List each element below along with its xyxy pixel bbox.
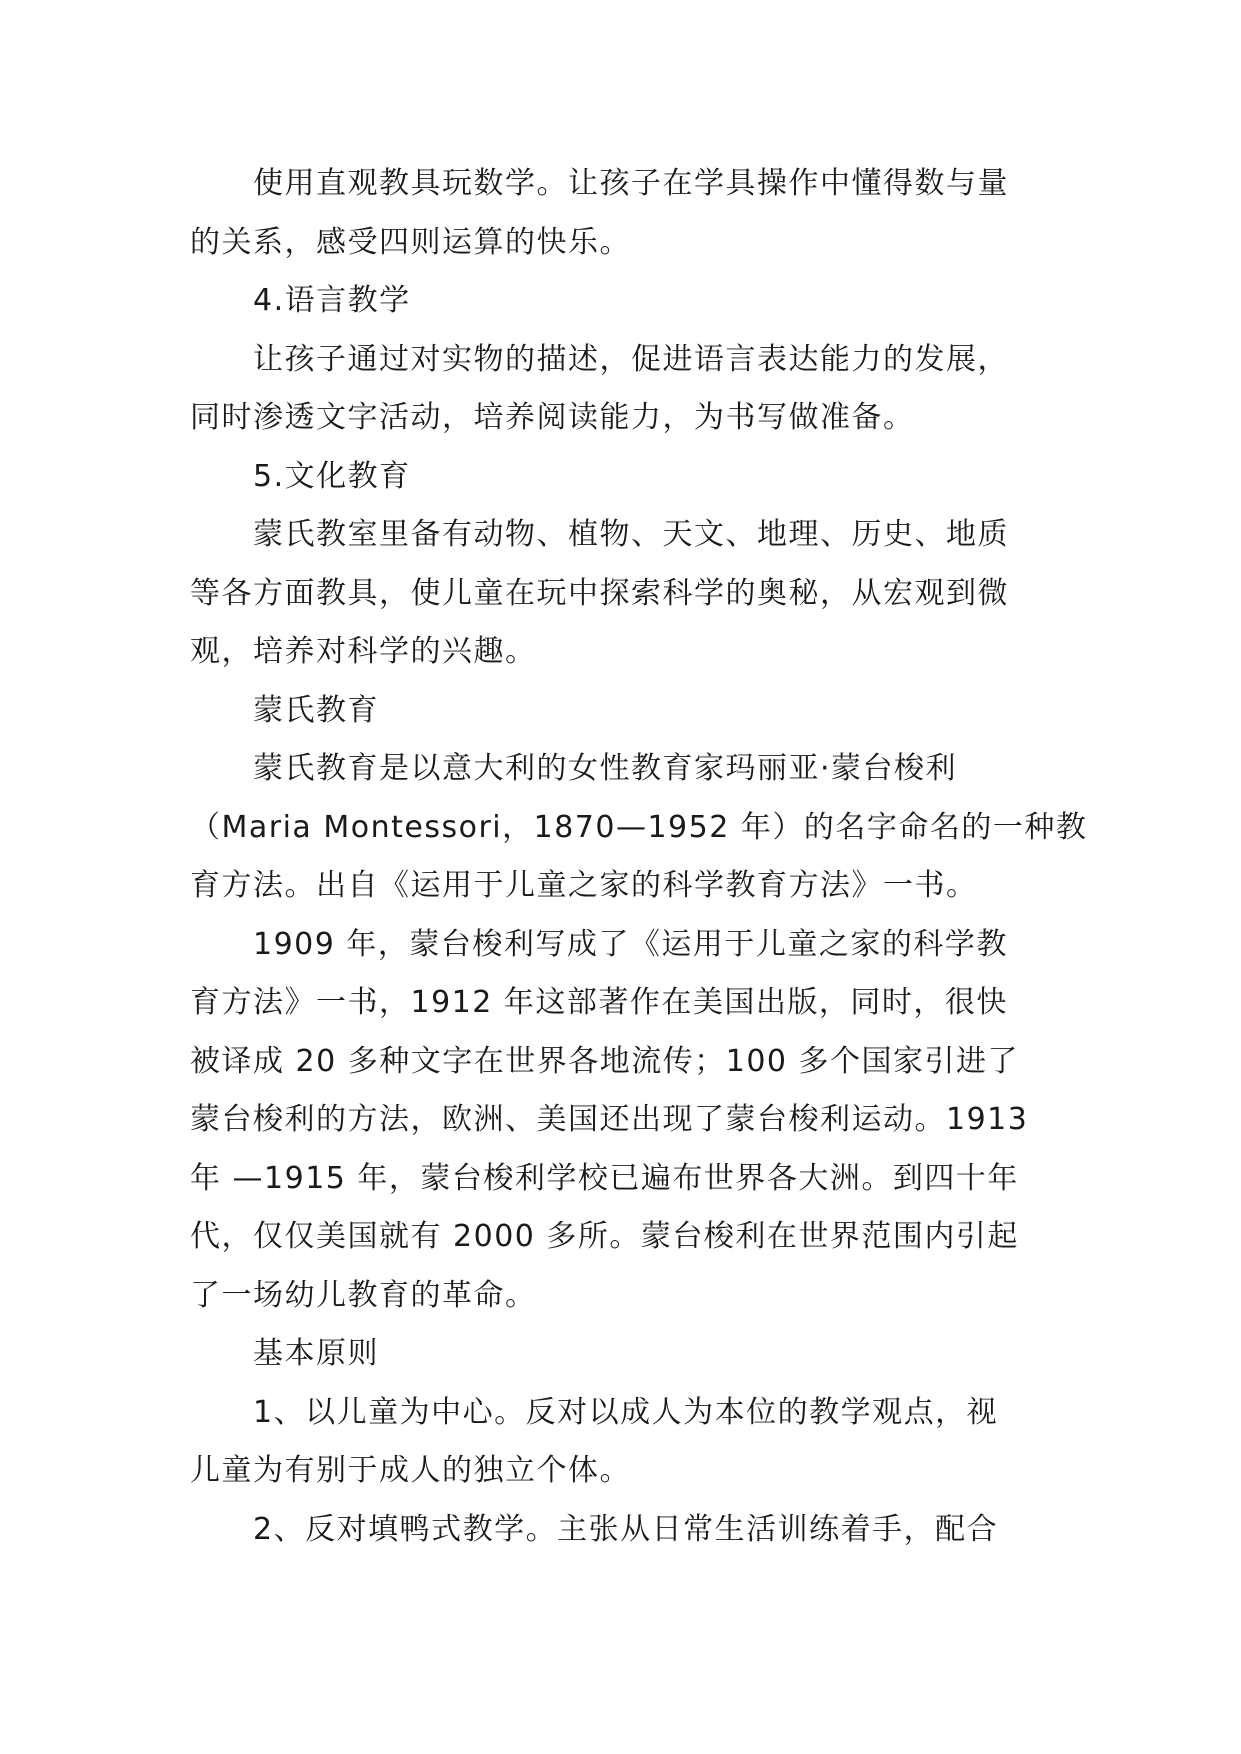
- text-line: 儿童为有别于成人的独立个体。: [190, 1453, 631, 1488]
- section-heading: 5.文化教育: [253, 458, 411, 494]
- text-line: 育方法。出自《运用于儿童之家的科学教育方法》一书。: [190, 868, 978, 903]
- text-line: 被译成 20 多种文字在世界各地流传；100 多个国家引进了: [190, 1043, 1020, 1079]
- text-line: 让孩子通过对实物的描述，促进语言表达能力的发展，: [253, 341, 1009, 377]
- text-line: 2、反对填鸭式教学。主张从日常生活训练着手，配合: [253, 1511, 999, 1547]
- document-body: [190, 155, 1088, 1559]
- text-line: 观，培养对科学的兴趣。: [190, 634, 537, 669]
- section-heading: 蒙氏教育: [253, 692, 379, 728]
- text-line: 1909 年，蒙台梭利写成了《运用于儿童之家的科学教: [253, 926, 1008, 962]
- text-line: 育方法》一书，1912 年这部著作在美国出版，同时，很快: [190, 985, 1008, 1020]
- text-line: （Maria Montessori，1870—1952 年）的名字命名的一种教: [190, 809, 1088, 845]
- text-line: 蒙氏教育是以意大利的女性教育家玛丽亚·蒙台梭利: [253, 751, 958, 786]
- text-line: 蒙氏教室里备有动物、植物、天文、地理、历史、地质: [253, 517, 1009, 552]
- text-line: 1、以儿童为中心。反对以成人为本位的教学观点，视: [253, 1394, 999, 1430]
- text-line: 等各方面教具，使儿童在玩中探索科学的奥秘，从宏观到微: [190, 575, 1009, 611]
- text-line: 蒙台梭利的方法，欧洲、美国还出现了蒙台梭利运动。1913: [190, 1102, 1029, 1137]
- text-line: 年 —1915 年，蒙台梭利学校已遍布世界各大洲。到四十年: [190, 1160, 1019, 1196]
- text-line: 使用直观教具玩数学。让孩子在学具操作中懂得数与量: [253, 166, 1009, 201]
- text-line: 代，仅仅美国就有 2000 多所。蒙台梭利在世界范围内引起: [190, 1219, 1019, 1254]
- text-line: 同时渗透文字活动，培养阅读能力，为书写做准备。: [190, 400, 915, 435]
- section-heading: 基本原则: [253, 1336, 379, 1371]
- text-line: 了一场幼儿教育的革命。: [190, 1277, 537, 1313]
- section-heading: 4.语言教学: [253, 283, 411, 318]
- text-line: 的关系，感受四则运算的快乐。: [190, 224, 631, 260]
